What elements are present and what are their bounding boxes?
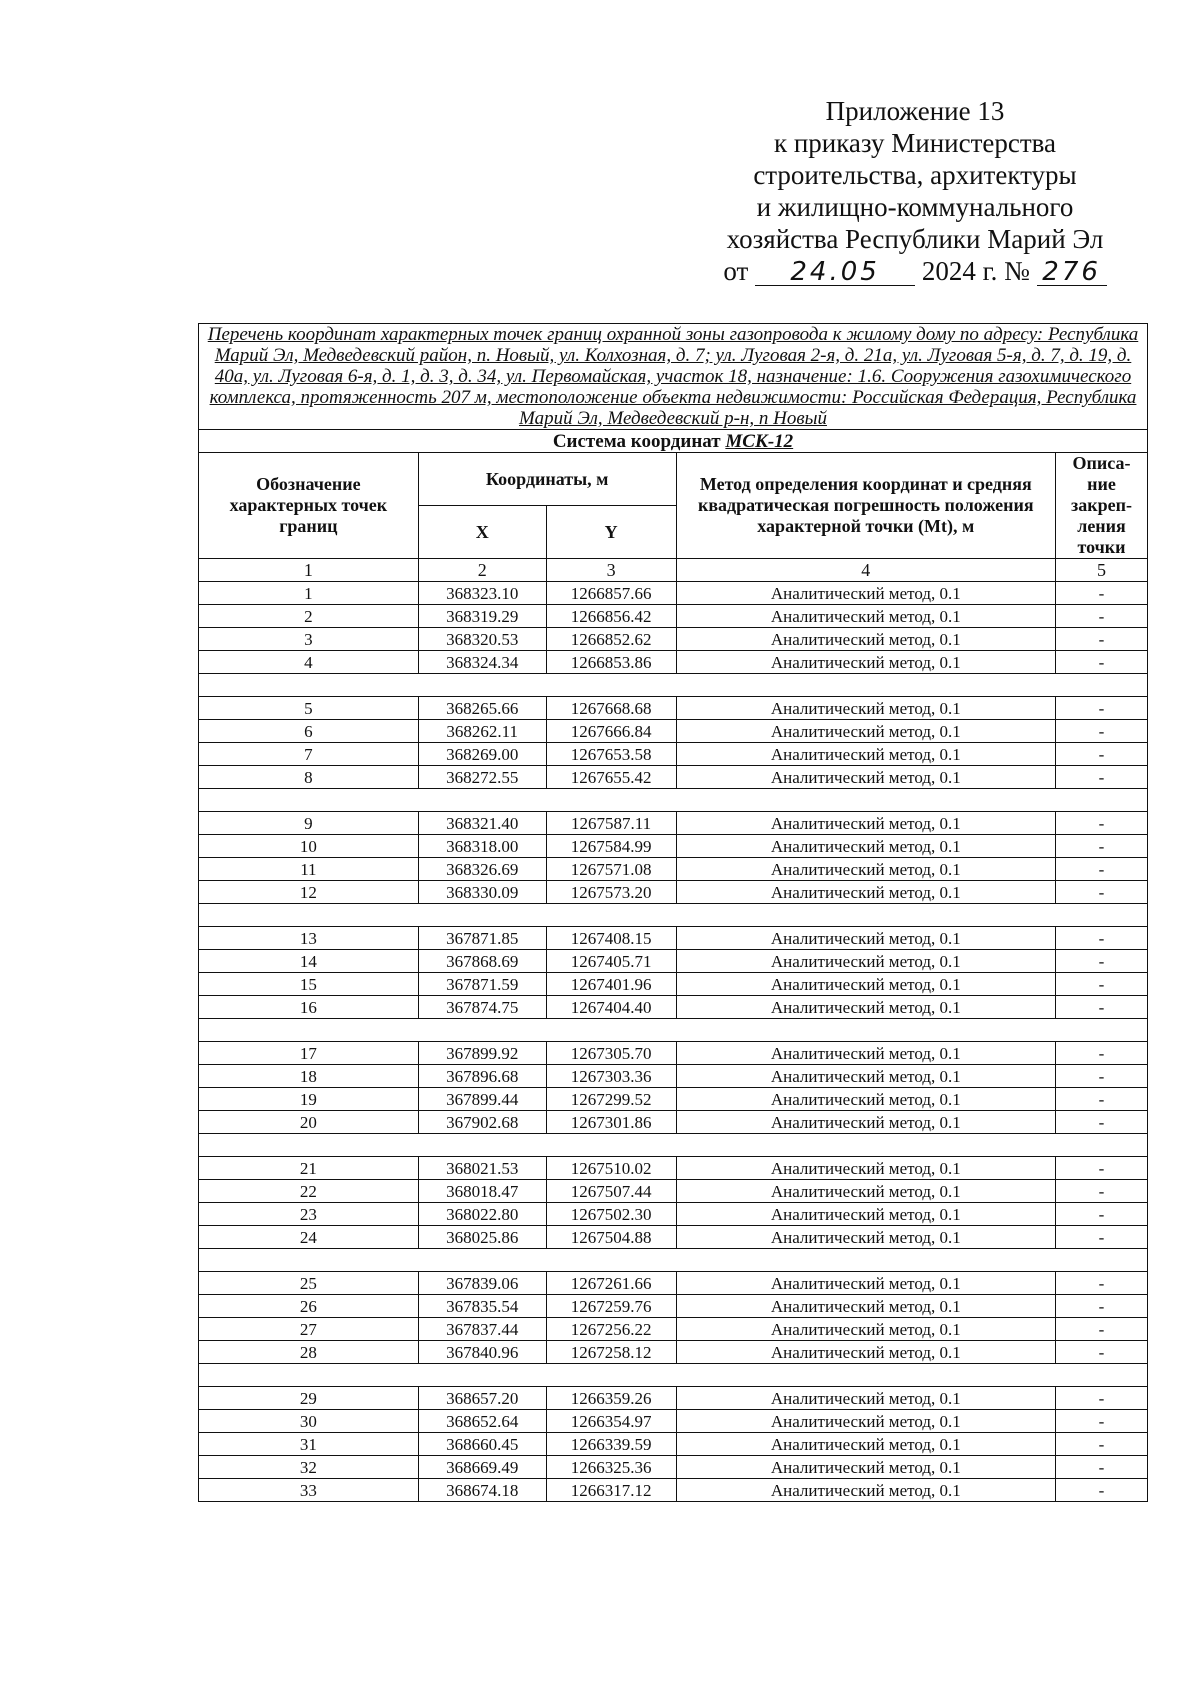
- method-cell: Аналитический метод, 0.1: [676, 812, 1055, 835]
- table-row: [199, 812, 1148, 835]
- header-coordinates: Координаты, м: [418, 453, 676, 506]
- description-cell: -: [1056, 1410, 1148, 1433]
- description-cell: -: [1056, 835, 1148, 858]
- separator-cell: [199, 674, 1148, 697]
- method-cell: Аналитический метод, 0.1: [676, 766, 1055, 789]
- method-cell: Аналитический метод, 0.1: [676, 1479, 1055, 1502]
- description-cell: -: [1056, 628, 1148, 651]
- description-cell: -: [1056, 927, 1148, 950]
- point-number-cell: 11: [199, 858, 419, 881]
- x-coordinate-cell: 368674.18: [418, 1479, 546, 1502]
- table-row: [199, 1456, 1148, 1479]
- x-coordinate-cell: 368652.64: [418, 1410, 546, 1433]
- description-cell: -: [1056, 743, 1148, 766]
- header-points: Обозначение характерных точек границ: [199, 453, 419, 559]
- description-cell: -: [1056, 720, 1148, 743]
- y-coordinate-cell: 1266339.59: [546, 1433, 676, 1456]
- description-cell: -: [1056, 1065, 1148, 1088]
- description-cell: -: [1056, 1318, 1148, 1341]
- x-coordinate-cell: 367871.85: [418, 927, 546, 950]
- method-cell: Аналитический метод, 0.1: [676, 1341, 1055, 1364]
- table-row: [199, 628, 1148, 651]
- separator-cell: [199, 1019, 1148, 1042]
- description-cell: -: [1056, 1433, 1148, 1456]
- point-number-cell: 19: [199, 1088, 419, 1111]
- y-coordinate-cell: 1267507.44: [546, 1180, 676, 1203]
- table-row: [199, 1180, 1148, 1203]
- table-row: [199, 858, 1148, 881]
- method-cell: Аналитический метод, 0.1: [676, 1088, 1055, 1111]
- description-cell: -: [1056, 766, 1148, 789]
- table-row: [199, 1042, 1148, 1065]
- point-number-cell: 2: [199, 605, 419, 628]
- table-row: [199, 1479, 1148, 1502]
- appendix-line: Приложение 13: [825, 96, 1005, 126]
- point-number-cell: 27: [199, 1318, 419, 1341]
- description-cell: -: [1056, 1203, 1148, 1226]
- description-cell: -: [1056, 1341, 1148, 1364]
- method-cell: Аналитический метод, 0.1: [676, 1042, 1055, 1065]
- x-coordinate-cell: 368319.29: [418, 605, 546, 628]
- method-cell: Аналитический метод, 0.1: [676, 927, 1055, 950]
- method-cell: Аналитический метод, 0.1: [676, 1065, 1055, 1088]
- point-number-cell: 20: [199, 1111, 419, 1134]
- method-cell: Аналитический метод, 0.1: [676, 1295, 1055, 1318]
- year-text: 2024 г. №: [921, 256, 1030, 286]
- table-row: [199, 1272, 1148, 1295]
- description-cell: -: [1056, 1387, 1148, 1410]
- point-number-cell: 32: [199, 1456, 419, 1479]
- column-number: 3: [546, 559, 676, 582]
- table-row: [199, 766, 1148, 789]
- y-coordinate-cell: 1267299.52: [546, 1088, 676, 1111]
- point-number-cell: 14: [199, 950, 419, 973]
- method-cell: Аналитический метод, 0.1: [676, 1203, 1055, 1226]
- column-number: 1: [199, 559, 419, 582]
- x-coordinate-cell: 368330.09: [418, 881, 546, 904]
- method-cell: Аналитический метод, 0.1: [676, 582, 1055, 605]
- point-number-cell: 12: [199, 881, 419, 904]
- column-number: 2: [418, 559, 546, 582]
- table-row: [199, 697, 1148, 720]
- table-row: [199, 651, 1148, 674]
- group-separator: [199, 904, 1148, 927]
- table-row: [199, 1410, 1148, 1433]
- method-cell: Аналитический метод, 0.1: [676, 1410, 1055, 1433]
- coordinate-system-value: МСК-12: [725, 430, 794, 452]
- description-cell: -: [1056, 651, 1148, 674]
- handwritten-date: 24.05: [755, 259, 915, 286]
- x-coordinate-cell: 368657.20: [418, 1387, 546, 1410]
- y-coordinate-cell: 1267258.12: [546, 1341, 676, 1364]
- separator-cell: [199, 904, 1148, 927]
- description-cell: -: [1056, 1456, 1148, 1479]
- y-coordinate-cell: 1267305.70: [546, 1042, 676, 1065]
- y-coordinate-cell: 1267584.99: [546, 835, 676, 858]
- method-cell: Аналитический метод, 0.1: [676, 628, 1055, 651]
- point-number-cell: 28: [199, 1341, 419, 1364]
- method-cell: Аналитический метод, 0.1: [676, 996, 1055, 1019]
- x-coordinate-cell: 368321.40: [418, 812, 546, 835]
- separator-cell: [199, 1134, 1148, 1157]
- method-cell: Аналитический метод, 0.1: [676, 1433, 1055, 1456]
- table-row: [199, 1387, 1148, 1410]
- method-cell: Аналитический метод, 0.1: [676, 973, 1055, 996]
- point-number-cell: 25: [199, 1272, 419, 1295]
- table-row: [199, 973, 1148, 996]
- point-number-cell: 33: [199, 1479, 419, 1502]
- y-coordinate-cell: 1267259.76: [546, 1295, 676, 1318]
- point-number-cell: 15: [199, 973, 419, 996]
- method-cell: Аналитический метод, 0.1: [676, 881, 1055, 904]
- x-coordinate-cell: 367896.68: [418, 1065, 546, 1088]
- handwritten-order-number: 276: [1037, 259, 1107, 286]
- header-y: Y: [546, 506, 676, 559]
- x-coordinate-cell: 368669.49: [418, 1456, 546, 1479]
- y-coordinate-cell: 1267502.30: [546, 1203, 676, 1226]
- method-cell: Аналитический метод, 0.1: [676, 1180, 1055, 1203]
- table-row: [199, 1111, 1148, 1134]
- x-coordinate-cell: 368018.47: [418, 1180, 546, 1203]
- description-cell: -: [1056, 858, 1148, 881]
- description-cell: -: [1056, 1180, 1148, 1203]
- y-coordinate-cell: 1267510.02: [546, 1157, 676, 1180]
- x-coordinate-cell: 368326.69: [418, 858, 546, 881]
- y-coordinate-cell: 1266856.42: [546, 605, 676, 628]
- coordinates-table: [198, 323, 1148, 1502]
- method-cell: Аналитический метод, 0.1: [676, 743, 1055, 766]
- y-coordinate-cell: 1266317.12: [546, 1479, 676, 1502]
- x-coordinate-cell: 368323.10: [418, 582, 546, 605]
- description-cell: -: [1056, 1272, 1148, 1295]
- order-date-line: [700, 255, 1130, 287]
- y-coordinate-cell: 1267668.68: [546, 697, 676, 720]
- point-number-cell: 24: [199, 1226, 419, 1249]
- point-number-cell: 31: [199, 1433, 419, 1456]
- method-cell: Аналитический метод, 0.1: [676, 697, 1055, 720]
- header-description: Описа-ние закреп-ления точки: [1056, 453, 1148, 559]
- table-title: Перечень координат характерных точек границ охранной зоны газопровода к жилому дому по адресу: Республика Марий Эл, Медведевский район, п. Новый, ул. Колхозная, д. 7; ул. Луговая 2-я, д. 21а, ул. Луговая 5-я, д. 7, д. 19, д. 40а, ул. Луговая 6-я, д. 1, д. 3, д. 34, ул. Первомайская, участок 18, назначение: 1.6. Сооружения газохимического комплекса, протяженность 207 м, местоположение объекта недвижимости: Российская Федерация, Республика Марий Эл, Медведевский р-н, п Новый: [199, 324, 1148, 430]
- table-row: [199, 950, 1148, 973]
- description-cell: -: [1056, 996, 1148, 1019]
- y-coordinate-cell: 1266857.66: [546, 582, 676, 605]
- table-row: [199, 720, 1148, 743]
- table-row: [199, 1226, 1148, 1249]
- table-row: [199, 743, 1148, 766]
- x-coordinate-cell: 367874.75: [418, 996, 546, 1019]
- x-coordinate-cell: 367835.54: [418, 1295, 546, 1318]
- method-cell: Аналитический метод, 0.1: [676, 858, 1055, 881]
- appendix-line: к приказу Министерства: [773, 128, 1057, 158]
- point-number-cell: 3: [199, 628, 419, 651]
- description-cell: -: [1056, 881, 1148, 904]
- description-cell: -: [1056, 697, 1148, 720]
- description-cell: -: [1056, 582, 1148, 605]
- point-number-cell: 1: [199, 582, 419, 605]
- table-row: [199, 1157, 1148, 1180]
- table-row: [199, 1341, 1148, 1364]
- appendix-line: строительства, архитектуры: [753, 160, 1077, 190]
- description-cell: -: [1056, 1295, 1148, 1318]
- group-separator: [199, 1364, 1148, 1387]
- method-cell: Аналитический метод, 0.1: [676, 1111, 1055, 1134]
- header-x: X: [418, 506, 546, 559]
- point-number-cell: 13: [199, 927, 419, 950]
- table-row: [199, 996, 1148, 1019]
- group-separator: [199, 1019, 1148, 1042]
- appendix-line: и жилищно-коммунального: [756, 192, 1074, 222]
- point-number-cell: 16: [199, 996, 419, 1019]
- x-coordinate-cell: 368262.11: [418, 720, 546, 743]
- x-coordinate-cell: 368025.86: [418, 1226, 546, 1249]
- x-coordinate-cell: 367839.06: [418, 1272, 546, 1295]
- point-number-cell: 18: [199, 1065, 419, 1088]
- point-number-cell: 8: [199, 766, 419, 789]
- table-row: [199, 1088, 1148, 1111]
- x-coordinate-cell: 367902.68: [418, 1111, 546, 1134]
- table-row: [199, 582, 1148, 605]
- method-cell: Аналитический метод, 0.1: [676, 605, 1055, 628]
- y-coordinate-cell: 1266359.26: [546, 1387, 676, 1410]
- header-method: Метод определения координат и средняя квадратическая погрешность положения характерной точки (Mt), м: [676, 453, 1055, 559]
- point-number-cell: 6: [199, 720, 419, 743]
- y-coordinate-cell: 1266852.62: [546, 628, 676, 651]
- method-cell: Аналитический метод, 0.1: [676, 835, 1055, 858]
- point-number-cell: 4: [199, 651, 419, 674]
- x-coordinate-cell: 368660.45: [418, 1433, 546, 1456]
- table-row: [199, 881, 1148, 904]
- y-coordinate-cell: 1267301.86: [546, 1111, 676, 1134]
- y-coordinate-cell: 1267666.84: [546, 720, 676, 743]
- point-number-cell: 10: [199, 835, 419, 858]
- x-coordinate-cell: 368269.00: [418, 743, 546, 766]
- column-number: 5: [1056, 559, 1148, 582]
- table-row: [199, 1065, 1148, 1088]
- y-coordinate-cell: 1267587.11: [546, 812, 676, 835]
- description-cell: -: [1056, 605, 1148, 628]
- table-row: [199, 1433, 1148, 1456]
- separator-cell: [199, 1249, 1148, 1272]
- appendix-line: хозяйства Республики Марий Эл: [726, 224, 1104, 254]
- method-cell: Аналитический метод, 0.1: [676, 1272, 1055, 1295]
- group-separator: [199, 1249, 1148, 1272]
- y-coordinate-cell: 1267571.08: [546, 858, 676, 881]
- x-coordinate-cell: 368021.53: [418, 1157, 546, 1180]
- group-separator: [199, 1134, 1148, 1157]
- y-coordinate-cell: 1267256.22: [546, 1318, 676, 1341]
- table-row: [199, 1295, 1148, 1318]
- point-number-cell: 5: [199, 697, 419, 720]
- y-coordinate-cell: 1267504.88: [546, 1226, 676, 1249]
- x-coordinate-cell: 367868.69: [418, 950, 546, 973]
- separator-cell: [199, 789, 1148, 812]
- description-cell: -: [1056, 950, 1148, 973]
- date-prefix: от: [723, 256, 749, 286]
- y-coordinate-cell: 1267404.40: [546, 996, 676, 1019]
- point-number-cell: 26: [199, 1295, 419, 1318]
- method-cell: Аналитический метод, 0.1: [676, 950, 1055, 973]
- appendix-header: [700, 95, 1130, 287]
- y-coordinate-cell: 1267653.58: [546, 743, 676, 766]
- description-cell: -: [1056, 1042, 1148, 1065]
- x-coordinate-cell: 367899.44: [418, 1088, 546, 1111]
- x-coordinate-cell: 367837.44: [418, 1318, 546, 1341]
- column-number: 4: [676, 559, 1055, 582]
- description-cell: -: [1056, 973, 1148, 996]
- x-coordinate-cell: 368022.80: [418, 1203, 546, 1226]
- point-number-cell: 29: [199, 1387, 419, 1410]
- x-coordinate-cell: 368318.00: [418, 835, 546, 858]
- method-cell: Аналитический метод, 0.1: [676, 1456, 1055, 1479]
- point-number-cell: 7: [199, 743, 419, 766]
- x-coordinate-cell: 367840.96: [418, 1341, 546, 1364]
- x-coordinate-cell: 368272.55: [418, 766, 546, 789]
- y-coordinate-cell: 1266325.36: [546, 1456, 676, 1479]
- description-cell: -: [1056, 1088, 1148, 1111]
- point-number-cell: 23: [199, 1203, 419, 1226]
- point-number-cell: 30: [199, 1410, 419, 1433]
- x-coordinate-cell: 368324.34: [418, 651, 546, 674]
- separator-cell: [199, 1364, 1148, 1387]
- y-coordinate-cell: 1266354.97: [546, 1410, 676, 1433]
- coordinate-system: [199, 430, 1148, 453]
- table-row: [199, 605, 1148, 628]
- x-coordinate-cell: 368265.66: [418, 697, 546, 720]
- table-row: [199, 1318, 1148, 1341]
- table-row: [199, 835, 1148, 858]
- method-cell: Аналитический метод, 0.1: [676, 1226, 1055, 1249]
- y-coordinate-cell: 1267405.71: [546, 950, 676, 973]
- y-coordinate-cell: 1267401.96: [546, 973, 676, 996]
- method-cell: Аналитический метод, 0.1: [676, 651, 1055, 674]
- x-coordinate-cell: 368320.53: [418, 628, 546, 651]
- description-cell: -: [1056, 1479, 1148, 1502]
- method-cell: Аналитический метод, 0.1: [676, 1318, 1055, 1341]
- y-coordinate-cell: 1267303.36: [546, 1065, 676, 1088]
- method-cell: Аналитический метод, 0.1: [676, 1157, 1055, 1180]
- group-separator: [199, 789, 1148, 812]
- y-coordinate-cell: 1267573.20: [546, 881, 676, 904]
- description-cell: -: [1056, 1111, 1148, 1134]
- point-number-cell: 9: [199, 812, 419, 835]
- method-cell: Аналитический метод, 0.1: [676, 1387, 1055, 1410]
- table-row: [199, 1203, 1148, 1226]
- table-row: [199, 927, 1148, 950]
- description-cell: -: [1056, 1157, 1148, 1180]
- coordinate-system-label: Система координат: [552, 430, 721, 452]
- y-coordinate-cell: 1267655.42: [546, 766, 676, 789]
- description-cell: -: [1056, 812, 1148, 835]
- y-coordinate-cell: 1267408.15: [546, 927, 676, 950]
- point-number-cell: 21: [199, 1157, 419, 1180]
- x-coordinate-cell: 367871.59: [418, 973, 546, 996]
- point-number-cell: 17: [199, 1042, 419, 1065]
- x-coordinate-cell: 367899.92: [418, 1042, 546, 1065]
- group-separator: [199, 674, 1148, 697]
- description-cell: -: [1056, 1226, 1148, 1249]
- method-cell: Аналитический метод, 0.1: [676, 720, 1055, 743]
- y-coordinate-cell: 1267261.66: [546, 1272, 676, 1295]
- y-coordinate-cell: 1266853.86: [546, 651, 676, 674]
- point-number-cell: 22: [199, 1180, 419, 1203]
